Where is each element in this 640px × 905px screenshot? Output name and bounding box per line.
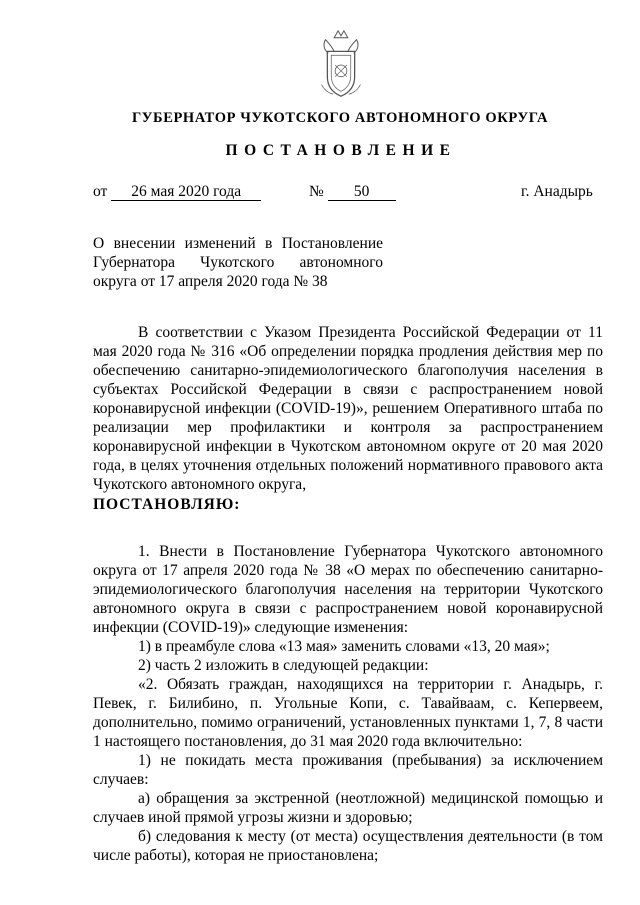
paragraph: 2) часть 2 изложить в следующей редакции: — [138, 657, 429, 674]
paragraph: б) следования к месту (от места) осуществления деятельности (в том числе работы), которая не приостановлена; — [93, 828, 603, 864]
authority-title: ГУБЕРНАТОР ЧУКОТСКОГО АВТОНОМНОГО ОКРУГА — [131, 110, 549, 126]
document-type-title: ПОСТАНОВЛЕНИЕ — [225, 142, 457, 159]
number-label: № — [309, 183, 324, 200]
paragraph: «2. Обязать граждан, находящихся на территории г. Анадырь, г. Певек, г. Билибино, п. Угольные Копи, с. Тавайваам, с. Кепервеем, дополнительно, помимо ограничений, установленных пунктами 1, 7, 8 части 1 настоящего постановления, до 31 мая 2020 года включительно: — [93, 676, 603, 750]
operative-part — [93, 542, 603, 865]
date-value: 26 мая 2020 года — [111, 184, 261, 201]
place: г. Анадырь — [521, 183, 593, 200]
preamble — [93, 323, 603, 494]
document-subject: О внесении изменений в Постановление Губернатора Чукотского автономного округа от 17 апреля 2020 года № 38 — [93, 235, 383, 290]
paragraph: 1. Внести в Постановление Губернатора Чукотского автономного округа от 17 апреля 2020 года № 38 «О мерах по обеспечению санитарно-эпидемиологического благополучия населения на территории Чукотского автономного округа в связи с распространением новой коронавирусной инфекции (COVID-19)» следующие изменения: — [93, 543, 603, 636]
chukotka-coat-of-arms-icon — [302, 26, 380, 104]
resolve-heading: ПОСТАНОВЛЯЮ: — [93, 496, 241, 513]
number-value: 50 — [328, 184, 396, 201]
date-field — [93, 183, 261, 201]
paragraph: а) обращения за экстренной (неотложной) медицинской помощью и случаев иной прямой угрозы жизни и здоровью; — [93, 790, 603, 826]
paragraph: 1) в преамбуле слова «13 мая» заменить словами «13, 20 мая»; — [138, 638, 550, 655]
paragraph: 1) не покидать места проживания (пребывания) за исключением случаев: — [93, 752, 603, 788]
number-field — [309, 183, 396, 201]
date-prefix: от — [93, 183, 108, 200]
preamble-text: В соответствии с Указом Президента Российской Федерации от 11 мая 2020 года № 316 «Об определении порядка продления действия мер по обеспечению санитарно-эпидемиологического благополучия населения в субъектах Российской Федерации в связи с распространением новой коронавирусной инфекции (COVID-19)», решением Оперативного штаба по реализации мер профилактики и контроля за распространением коронавирусной инфекции в Чукотском автономном округе от 20 мая 2020 года, в целях уточнения отдельных положений нормативного правового акта Чукотского автономного округа, — [93, 324, 603, 493]
